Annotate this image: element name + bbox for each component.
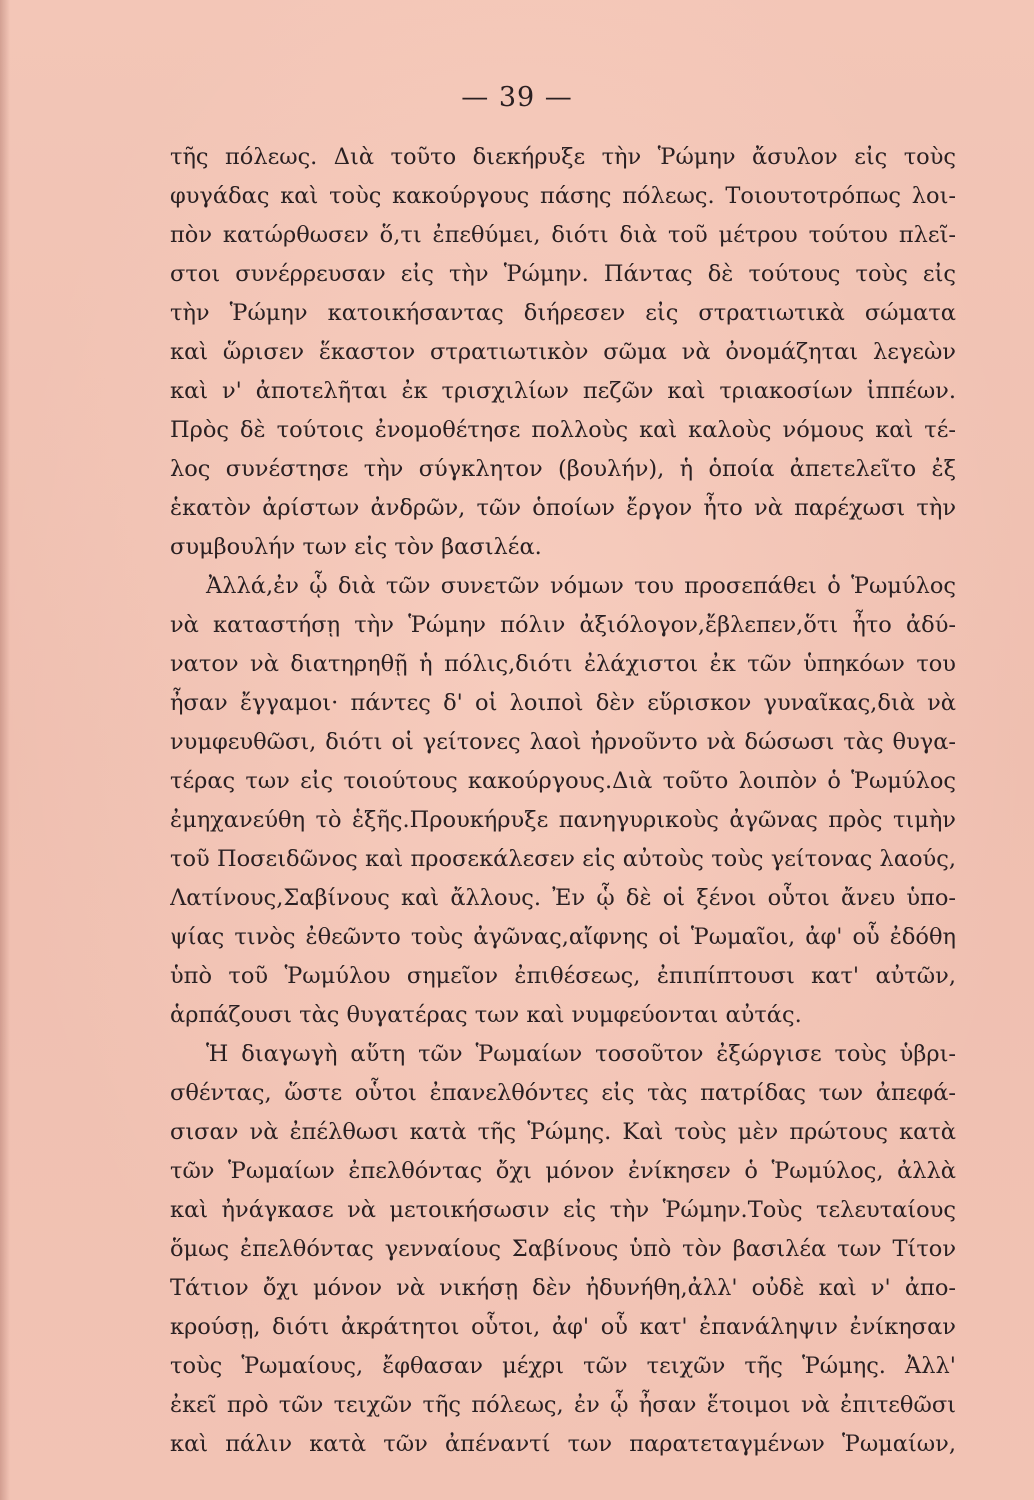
text-line: ὅμως ἐπελθόντας γενναίους Σαβίνους ὑπὸ τὸν βασιλέα των Τίτον <box>170 1236 956 1262</box>
text-line: ὑπὸ τοῦ Ῥωμύλου σημεῖον ἐπιθέσεως, ἐπιπίπτουσι κατ' αὐτῶν, <box>170 963 956 989</box>
text-line: πὸν κατώρθωσεν ὅ,τι ἐπεθύμει, διότι διὰ τοῦ μέτρου τούτου πλεῖ- <box>170 222 956 248</box>
text-line: στοι συνέρρευσαν εἰς τὴν Ῥώμην. Πάντας δὲ τούτους τοὺς εἰς <box>170 261 956 287</box>
text-line: νὰ καταστήσῃ τὴν Ῥώμην πόλιν ἀξιόλογον,ἔβλεπεν,ὅτι ἦτο ἀδύ- <box>170 612 956 638</box>
text-line: τῶν Ῥωμαίων ἐπελθόντας ὄχι μόνον ἐνίκησεν ὁ Ῥωμύλος, ἀλλὰ <box>170 1158 956 1184</box>
text-line: τὴν Ῥώμην κατοικήσαντας διήρεσεν εἰς στρατιωτικὰ σώματα <box>170 300 956 326</box>
text-line: νυμφευθῶσι, διότι οἱ γείτονες λαοὶ ἠρνοῦντο νὰ δώσωσι τὰς θυγα- <box>170 729 956 755</box>
text-line: σισαν νὰ ἐπέλθωσι κατὰ τῆς Ῥώμης. Καὶ τοὺς μὲν πρώτους κατὰ <box>170 1119 956 1145</box>
text-line: Ἡ διαγωγὴ αὕτη τῶν Ῥωμαίων τοσοῦτον ἐξώργισε τοὺς ὑβρι- <box>206 1041 956 1067</box>
text-line: Ἀλλά,ἐν ᾧ διὰ τῶν συνετῶν νόμων του προσεπάθει ὁ Ῥωμύλος <box>206 573 956 599</box>
text-line: καὶ πάλιν κατὰ τῶν ἀπέναντί των παρατεταγμένων Ῥωμαίων, <box>170 1431 956 1457</box>
text-line: Τάτιον ὄχι μόνον νὰ νικήσῃ δὲν ἠδυνήθη,ἀλλ' οὐδὲ καὶ ν' ἀπο- <box>170 1275 956 1301</box>
body-text <box>170 138 956 1464</box>
text-line: ἁρπάζουσι τὰς θυγατέρας των καὶ νυμφεύονται αὐτάς. <box>170 1002 802 1028</box>
text-line: σθέντας, ὥστε οὗτοι ἐπανελθόντες εἰς τὰς πατρίδας των ἀπεφά- <box>170 1080 956 1106</box>
text-line: φυγάδας καὶ τοὺς κακούργους πάσης πόλεως. Τοιουτοτρόπως λοι- <box>170 183 956 209</box>
text-line: κρούσῃ, διότι ἀκράτητοι οὗτοι, ἀφ' οὗ κατ' ἐπανάληψιν ἐνίκησαν <box>170 1314 956 1340</box>
text-line: ἑκατὸν ἀρίστων ἀνδρῶν, τῶν ὁποίων ἔργον ἦτο νὰ παρέχωσι τὴν <box>170 495 956 521</box>
text-line: νατον νὰ διατηρηθῇ ἡ πόλις,διότι ἐλάχιστοι ἐκ τῶν ὑπηκόων του <box>170 651 956 677</box>
text-line: λος συνέστησε τὴν σύγκλητον (βουλήν), ἡ ὁποία ἀπετελεῖτο ἐξ <box>170 456 956 482</box>
page-spine-shadow <box>0 0 10 1500</box>
text-line: ψίας τινὸς ἐθεῶντο τοὺς ἀγῶνας,αἴφνης οἱ Ῥωμαῖοι, ἀφ' οὗ ἐδόθη <box>170 924 956 950</box>
text-line: Πρὸς δὲ τούτοις ἐνομοθέτησε πολλοὺς καὶ καλοὺς νόμους καὶ τέ- <box>170 417 956 443</box>
text-line: Λατίνους,Σαβίνους καὶ ἄλλους. Ἐν ᾧ δὲ οἱ ξένοι οὗτοι ἄνευ ὑπο- <box>170 885 956 911</box>
text-line: καὶ ν' ἀποτελῆται ἐκ τρισχιλίων πεζῶν καὶ τριακοσίων ἱππέων. <box>170 378 956 404</box>
text-line: καὶ ἠνάγκασε νὰ μετοικήσωσιν εἰς τὴν Ῥώμην.Τοὺς τελευταίους <box>170 1197 956 1223</box>
page-number: — 39 — <box>461 82 573 113</box>
text-line: καὶ ὥρισεν ἕκαστον στρατιωτικὸν σῶμα νὰ ὀνομάζηται λεγεὼν <box>170 339 956 365</box>
text-line: τοὺς Ῥωμαίους, ἔφθασαν μέχρι τῶν τειχῶν τῆς Ῥώμης. Ἀλλ' <box>170 1353 956 1379</box>
text-line: ἐκεῖ πρὸ τῶν τειχῶν τῆς πόλεως, ἐν ᾧ ἦσαν ἕτοιμοι νὰ ἐπιτεθῶσι <box>170 1392 956 1418</box>
text-line: τῆς πόλεως. Διὰ τοῦτο διεκήρυξε τὴν Ῥώμην ἄσυλον εἰς τοὺς <box>170 144 956 170</box>
text-line: τέρας των εἰς τοιούτους κακούργους.Διὰ τοῦτο λοιπὸν ὁ Ῥωμύλος <box>170 768 956 794</box>
text-line: ἐμηχανεύθη τὸ ἑξῆς.Προυκήρυξε πανηγυρικοὺς ἀγῶνας πρὸς τιμὴν <box>170 807 956 833</box>
text-line: ἦσαν ἔγγαμοι· πάντες δ' οἱ λοιποὶ δὲν εὕρισκον γυναῖκας,διὰ νὰ <box>170 690 956 716</box>
text-line: συμβουλήν των εἰς τὸν βασιλέα. <box>170 534 542 560</box>
text-line: τοῦ Ποσειδῶνος καὶ προσεκάλεσεν εἰς αὐτοὺς τοὺς γείτονας λαούς, <box>170 846 956 872</box>
